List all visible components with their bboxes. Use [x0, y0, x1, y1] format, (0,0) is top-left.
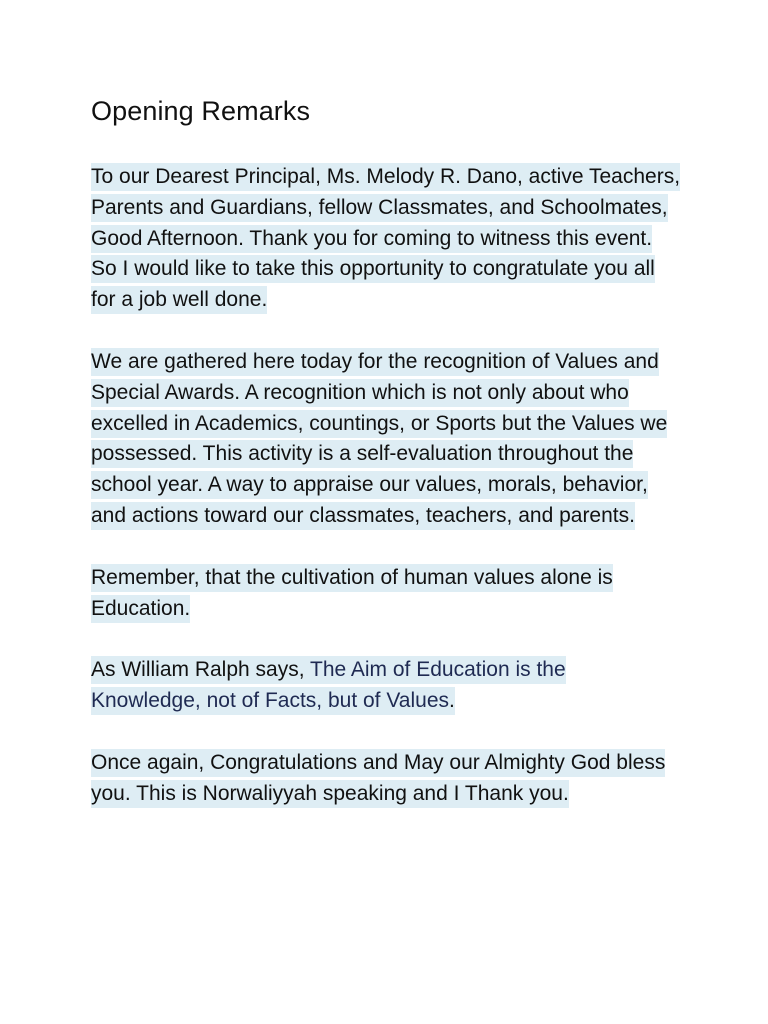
paragraph-values — [91, 563, 681, 625]
paragraph-quote — [91, 655, 681, 717]
paragraph-greeting — [91, 162, 681, 316]
paragraph-closing — [91, 748, 681, 810]
document-page — [91, 94, 681, 841]
page-title: Opening Remarks — [91, 96, 311, 126]
highlighted-text: Remember, that the cultivation of human values alone is Education. — [91, 564, 613, 623]
paragraph-recognition — [91, 347, 681, 532]
highlighted-text: We are gathered here today for the recognition of Values and Special Awards. A recognition which is not only about who excelled in Academics, countings, or Sports but the Values we possessed. This activity is a self-evaluation throughout the school year. A way to appraise our values, morals, behavior, and actions toward our classmates, teachers, and parents. — [91, 348, 667, 530]
quote-tail: . — [449, 687, 455, 715]
quote-text: The Aim of Education is the Knowledge, not of Facts, but of Values — [91, 656, 566, 715]
highlighted-text: Once again, Congratulations and May our Almighty God bless you. This is Norwaliyyah speaking and I Thank you. — [91, 749, 665, 808]
highlighted-text: To our Dearest Principal, Ms. Melody R. Dano, active Teachers, Parents and Guardians, fellow Classmates, and Schoolmates, Good Afternoon. Thank you for coming to witness this event. So I would like to take this opportunity to congratulate you all for a job well done. — [91, 163, 680, 314]
quote-lead: As William Ralph says, — [91, 656, 310, 684]
